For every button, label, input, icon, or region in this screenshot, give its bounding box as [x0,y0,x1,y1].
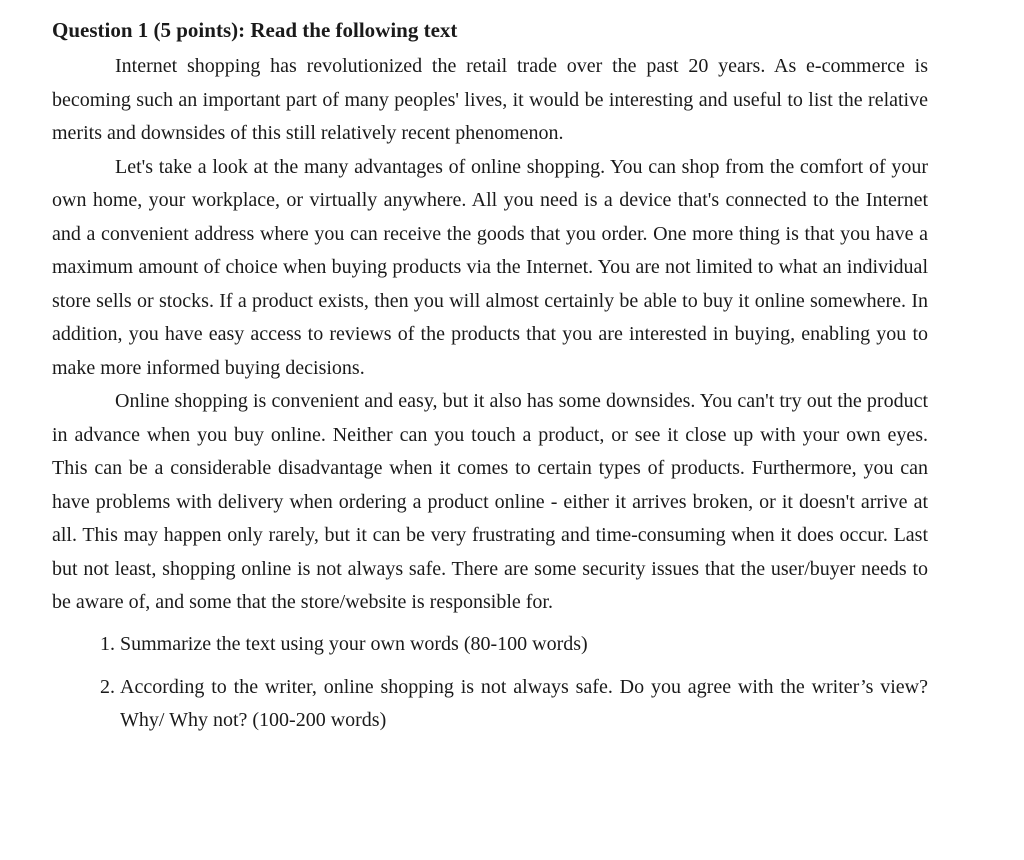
task-item-summarize: 1. Summarize the text using your own words (80-100 words) [120,628,928,661]
paragraph-intro: Internet shopping has revolutionized the retail trade over the past 20 years. As e-commerce is becoming such an important part of many peoples' lives, it would be interesting and useful to list the relative merits and downsides of this still relatively recent phenomenon. [52,55,928,144]
question-title: Question 1 (5 points): Read the following text [52,18,458,42]
task-list [52,628,928,737]
task-item-opinion: 2. According to the writer, online shopping is not always safe. Do you agree with the writer’s view? Why/ Why not? (100-200 words) [120,671,928,737]
paragraph-advantages: Let's take a look at the many advantages of online shopping. You can shop from the comfort of your own home, your workplace, or virtually anywhere. All you need is a device that's connected to the Internet and a convenient address where you can receive the goods that you order. One more thing is that you have a maximum amount of choice when buying products via the Internet. You are not limited to what an individual store sells or stocks. If a product exists, then you will almost certainly be able to buy it online somewhere. In addition, you have easy access to reviews of the products that you are interested in buying, enabling you to make more informed buying decisions. [52,155,928,379]
paragraph-downsides: Online shopping is convenient and easy, but it also has some downsides. You can't try out the product in advance when you buy online. Neither can you touch a product, or see it close up with your own eyes. This can be a considerable disadvantage when it comes to certain types of products. Furthermore, you can have problems with delivery when ordering a product online - either it arrives broken, or it doesn't arrive at all. This may happen only rarely, but it can be very frustrating and time-consuming when it does occur. Last but not least, shopping online is not always safe. There are some security issues that the user/buyer needs to be aware of, and some that the store/website is responsible for. [52,390,928,613]
